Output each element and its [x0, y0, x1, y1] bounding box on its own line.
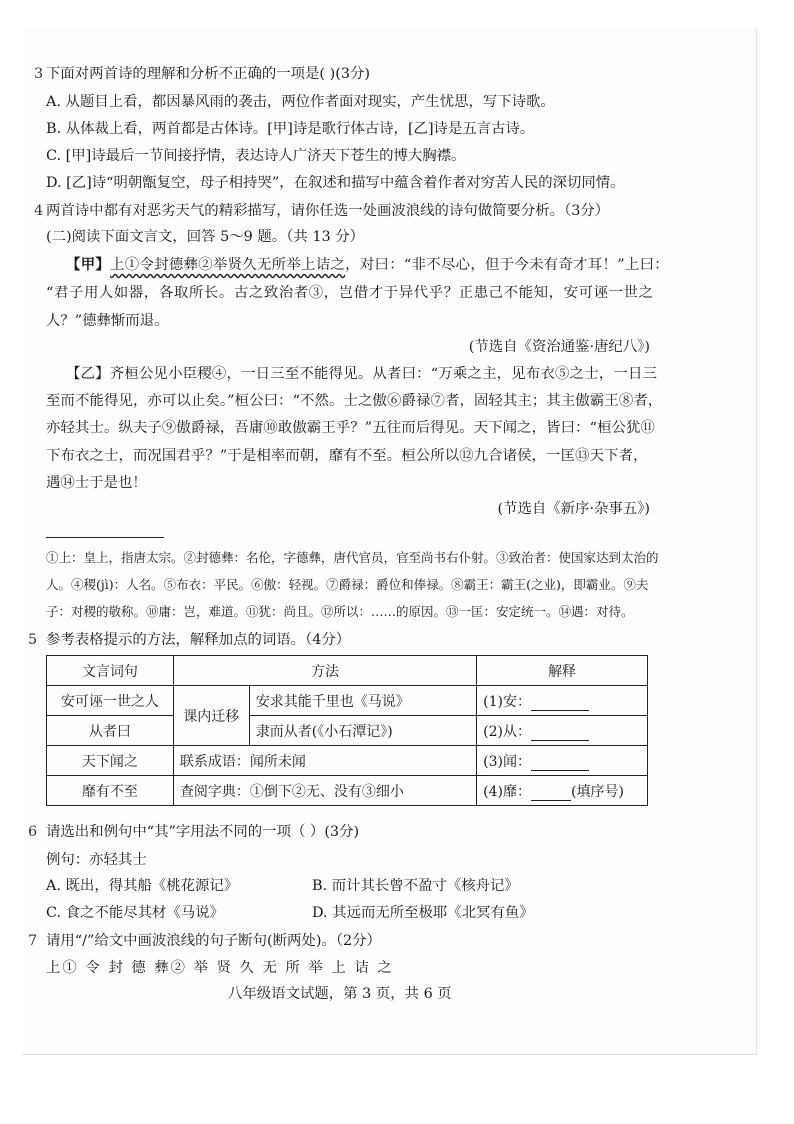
footnote-line-2: 人。④稷(jì)：人名。⑤布衣：平民。⑥傲：轻视。⑦爵禄：爵位和俸禄。⑧霸王：霸王(之业)，即霸业。⑨夫	[46, 577, 649, 592]
answer-cell[interactable]	[477, 776, 648, 806]
question-7-stem: 请用“/”给文中画波浪线的句子断句(断两处)。（2分）	[46, 933, 381, 949]
header-answer: 解释	[477, 656, 648, 686]
question-7-sentence[interactable]: 上① 令 封 德 彝② 举 贤 久 无 所 举 上 诘 之	[46, 960, 394, 976]
example-cell: 安求其能千里也《马说》	[249, 686, 476, 716]
footnote-line-3: 子：对稷的敬称。⑩庸：岂，难道。⑪犹：尚且。⑫所以：……的原因。⑬一匡：安定统一。⑭遇：对待。	[46, 604, 634, 619]
passage-jia-tag: 【甲】	[66, 256, 111, 273]
question-3-option-a: A. 从题目上看，都因暴风雨的袭击，两位作者面对现实，产生忧思，写下诗歌。	[46, 94, 555, 110]
method-cell: 查阅字典：①倒下②无、没有③细小	[173, 776, 476, 806]
question-6-number: 6	[28, 824, 38, 840]
question-7-number: 7	[28, 933, 38, 949]
example-cell: 隶而从者(《小石潭记》)	[249, 716, 476, 746]
passage-jia-line-1	[66, 255, 669, 275]
answer-cell[interactable]	[477, 746, 648, 776]
passage-yi-source: (节选自《新序·杂事五》)	[497, 501, 650, 517]
phrase-cell: 天下闻之	[47, 746, 174, 776]
phrase-cell: 安可诬一世之人	[47, 686, 174, 716]
question-3-stem: 下面对两首诗的理解和分析不正确的一项是( )(3分)	[46, 66, 371, 82]
answer-cell[interactable]	[477, 686, 648, 716]
question-3-option-b: B. 从体裁上看，两首都是古体诗。[甲]诗是歌行体古诗，[乙]诗是五言古诗。	[46, 121, 535, 137]
answer-label: (3)闻：	[483, 753, 531, 770]
table-row	[47, 776, 648, 806]
answer-label: (1)安：	[483, 693, 531, 710]
header-phrase: 文言词句	[47, 656, 174, 686]
question-4-number: 4	[34, 203, 44, 219]
answer-blank[interactable]	[531, 726, 589, 741]
table-row	[47, 686, 648, 716]
passage-yi-line-1: 【乙】齐桓公见小臣稷④，一日三至不能得见。从者曰：“万乘之主，见布衣⑤之士，一日三	[66, 366, 658, 382]
passage-jia-line-3: 人？”德彝惭而退。	[46, 313, 169, 329]
header-method: 方法	[173, 656, 476, 686]
answer-blank[interactable]	[531, 756, 589, 771]
method-cell: 联系成语：闻所未闻	[173, 746, 476, 776]
answer-note: (填序号)	[570, 783, 624, 800]
question-6-stem: 请选出和例句中“其”字用法不同的一项（ ）(3分)	[46, 824, 360, 840]
question-6-option-b: B. 而计其长曾不盈寸《核舟记》	[312, 878, 519, 894]
answer-cell[interactable]	[477, 716, 648, 746]
method-table-header	[47, 656, 648, 686]
passage-jia-source: (节选自《资治通鉴·唐纪八》)	[468, 339, 650, 355]
footnote-divider	[46, 537, 164, 538]
page-footer: 八年级语文试题，第 3 页，共 6 页	[228, 986, 452, 1002]
passage-jia-line-2: “君子用人如器，各取所长。古之致治者③，岂借才于异代乎？正患己不能知，安可诬一世之	[46, 285, 654, 301]
question-3-option-d: D. [乙]诗“明朝甑复空，母子相持哭”，在叙述和描写中蕴含着作者对穷苦人民的深切同情。	[46, 175, 625, 191]
phrase-cell: 从者曰	[47, 716, 174, 746]
phrase-cell: 靡有不至	[47, 776, 174, 806]
section-2-heading: (二)阅读下面文言文，回答 5～9 题。（共 13 分）	[46, 229, 364, 245]
footnote-line-1: ①上：皇上，指唐太宗。②封德彝：名伦，字德彝，唐代官员，官至尚书右仆射。③致治者：使国家达到太治的	[46, 550, 659, 565]
method-table	[46, 655, 648, 806]
answer-label: (2)从：	[483, 723, 531, 740]
question-6-option-d: D. 其远而无所至极耶《北冥有鱼》	[312, 905, 534, 921]
answer-blank[interactable]	[531, 786, 571, 801]
question-3-number: 3	[34, 66, 44, 82]
answer-label: (4)靡：	[483, 783, 531, 800]
passage-yi-line-5: 遇⑭士于是也！	[46, 475, 147, 491]
answer-blank[interactable]	[531, 696, 589, 711]
question-4-stem: 两首诗中都有对恶劣天气的精彩描写，请你任选一处画波浪线的诗句做简要分析。（3分）	[46, 203, 610, 219]
question-6-option-c: C. 食之不能尽其材《马说》	[46, 905, 224, 921]
passage-jia-wavy-sentence: 上①令封德彝②举贤久无所举上诘之	[110, 257, 346, 273]
method-cell: 课内迁移	[173, 686, 249, 746]
question-3-option-c: C. [甲]诗最后一节间接抒情，表达诗人广济天下苍生的博大胸襟。	[46, 148, 466, 164]
question-6-option-a: A. 既出，得其船《桃花源记》	[46, 878, 239, 894]
table-row	[47, 746, 648, 776]
passage-yi-line-2: 至而不能得见，亦可以止矣。”桓公曰：“不然。士之傲⑥爵禄⑦者，固轻其主；其主傲霸王⑧者，	[46, 393, 663, 409]
question-6-example: 例句：亦轻其士	[46, 852, 147, 868]
question-5-stem: 参考表格提示的方法，解释加点的词语。（4分）	[46, 632, 351, 648]
table-row	[47, 716, 648, 746]
passage-jia-line-1-rest: ，对曰：“非不尽心，但于今未有奇才耳！”上曰：	[345, 257, 669, 273]
passage-yi-line-3: 亦轻其士。纵夫子⑨傲爵禄，吾庸⑩敢傲霸王乎？”五往而后得见。天下闻之，皆曰：“桓公犹⑪	[46, 420, 656, 436]
passage-yi-line-4: 下布衣之士，而况国君乎？”于是相率而朝，靡有不至。桓公所以⑫九合诸侯，一匡⑬天下者，	[46, 448, 648, 464]
question-5-number: 5	[28, 632, 38, 648]
